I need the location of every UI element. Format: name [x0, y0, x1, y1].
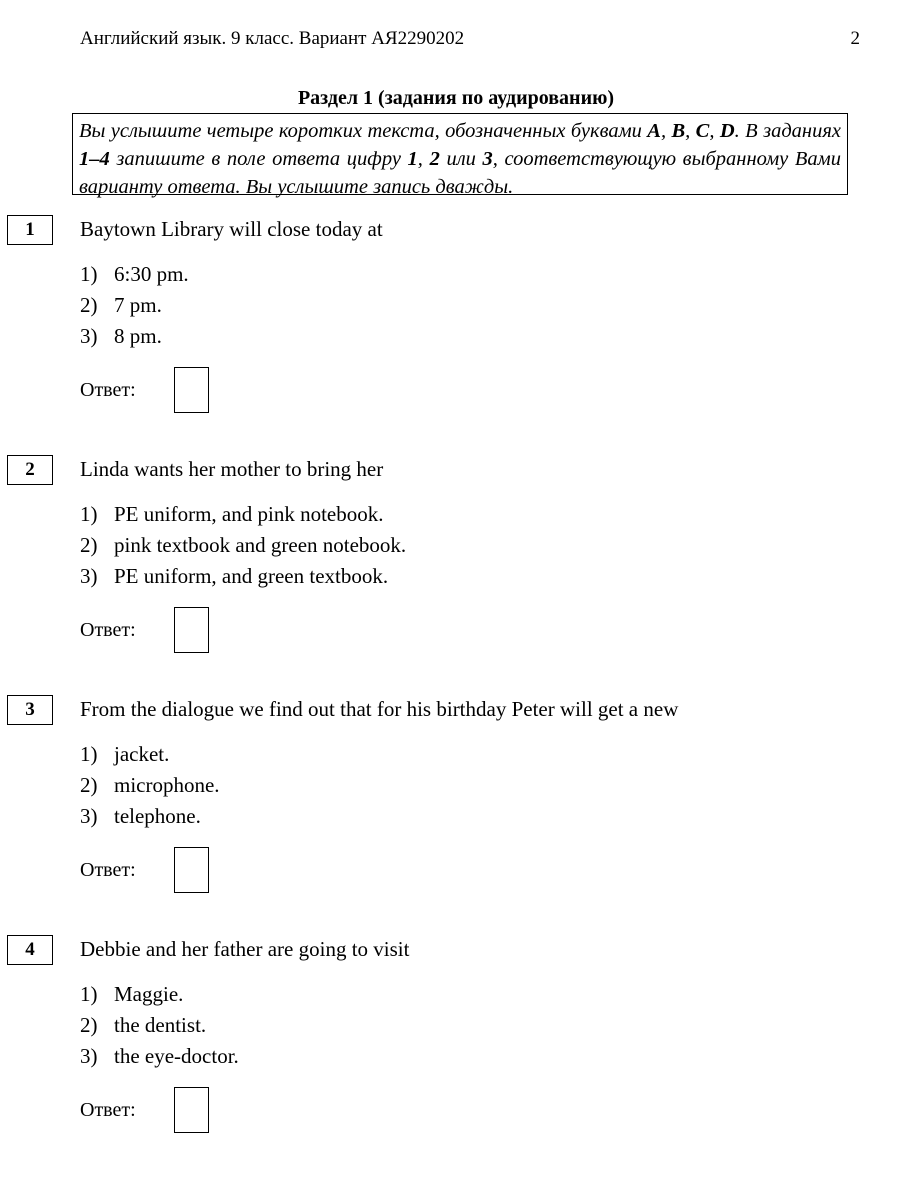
- option-text: PE uniform, and pink notebook.: [114, 502, 384, 526]
- option-number: 3): [80, 804, 98, 828]
- option-text: Maggie.: [114, 982, 184, 1006]
- instructions-number: 1: [407, 148, 418, 170]
- option-item: [80, 499, 406, 530]
- options-list: [80, 499, 406, 592]
- instructions-number: 3: [482, 148, 493, 170]
- option-number: 2): [80, 293, 98, 317]
- options-list: [80, 739, 220, 832]
- page-number: 2: [850, 28, 860, 49]
- instructions-text: или: [439, 148, 483, 170]
- option-item: [80, 739, 220, 770]
- option-number: 1): [80, 262, 98, 286]
- option-number: 3): [80, 324, 98, 348]
- option-text: the dentist.: [114, 1013, 207, 1037]
- option-number: 3): [80, 1044, 98, 1068]
- option-text: telephone.: [114, 804, 201, 828]
- question-text: Linda wants her mother to bring her: [80, 457, 384, 481]
- answer-label: Ответ:: [80, 619, 136, 641]
- option-number: 2): [80, 533, 98, 557]
- instructions-text: . В заданиях: [734, 120, 841, 142]
- task-2: [0, 455, 912, 685]
- answer-box[interactable]: [174, 847, 209, 893]
- task-number-box: 4: [7, 935, 53, 965]
- option-number: 1): [80, 502, 98, 526]
- task-1: [0, 215, 912, 445]
- option-number: 2): [80, 773, 98, 797]
- instructions-letter: A: [647, 120, 661, 142]
- option-text: the eye-doctor.: [114, 1044, 239, 1068]
- task-3: [0, 695, 912, 925]
- option-item: [80, 801, 220, 832]
- section-title: Раздел 1 (задания по аудированию): [297, 87, 615, 109]
- instructions-text: Вы услышите четыре коротких текста, обозначенных буквами: [79, 120, 648, 142]
- answer-label: Ответ:: [80, 379, 136, 401]
- instructions-range: 1–4: [79, 148, 110, 170]
- option-number: 1): [80, 742, 98, 766]
- task-number-box: 1: [7, 215, 53, 245]
- instructions-letter: C: [695, 120, 710, 142]
- instructions-text: запишите в поле ответа цифру: [109, 148, 408, 170]
- option-item: [80, 561, 406, 592]
- options-list: [80, 979, 239, 1072]
- question-text: Debbie and her father are going to visit: [80, 937, 410, 961]
- option-text: pink textbook and green notebook.: [114, 533, 407, 557]
- page-header-title: Английский язык. 9 класс. Вариант АЯ2290202: [80, 28, 465, 49]
- option-text: 6:30 pm.: [114, 262, 189, 286]
- option-item: [80, 1010, 239, 1041]
- option-item: [80, 979, 239, 1010]
- instructions-letter: D: [719, 120, 735, 142]
- option-item: [80, 290, 189, 321]
- options-list: [80, 259, 189, 352]
- instructions-box: [72, 113, 848, 198]
- option-text: microphone.: [114, 773, 220, 797]
- option-text: 8 pm.: [114, 324, 162, 348]
- option-item: [80, 530, 406, 561]
- option-text: 7 pm.: [114, 293, 162, 317]
- task-number-box: 3: [7, 695, 53, 725]
- answer-box[interactable]: [174, 367, 209, 413]
- instructions-text: ,: [709, 120, 720, 142]
- option-number: 2): [80, 1013, 98, 1037]
- option-item: [80, 770, 220, 801]
- answer-label: Ответ:: [80, 859, 136, 881]
- option-item: [80, 259, 189, 290]
- task-4: [0, 935, 912, 1165]
- option-number: 3): [80, 564, 98, 588]
- question-text: From the dialogue we find out that for his birthday Peter will get a new: [80, 697, 679, 721]
- option-text: jacket.: [114, 742, 170, 766]
- instructions-text: ,: [685, 120, 696, 142]
- option-number: 1): [80, 982, 98, 1006]
- answer-label: Ответ:: [80, 1099, 136, 1121]
- instructions-letter: B: [671, 120, 686, 142]
- task-number-box: 2: [7, 455, 53, 485]
- answer-box[interactable]: [174, 1087, 209, 1133]
- instructions-text: ,: [660, 120, 672, 142]
- instructions-text: ,: [417, 148, 430, 170]
- answer-box[interactable]: [174, 607, 209, 653]
- option-item: [80, 1041, 239, 1072]
- instructions-number: 2: [429, 148, 440, 170]
- option-item: [80, 321, 189, 352]
- question-text: Baytown Library will close today at: [80, 217, 383, 241]
- option-text: PE uniform, and green textbook.: [114, 564, 389, 588]
- instructions-text: , соответствующую выбранному Вами варианту ответа. Вы услышите запись дважды.: [79, 148, 841, 198]
